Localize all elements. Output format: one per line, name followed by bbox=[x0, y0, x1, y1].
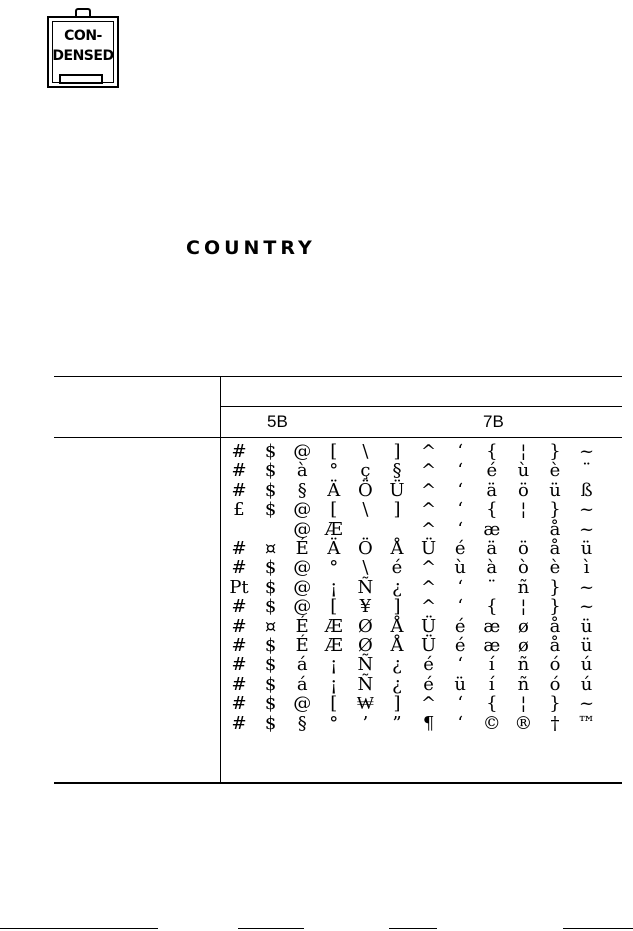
table-row bbox=[228, 539, 628, 559]
table-cell: Æ bbox=[324, 635, 343, 656]
table-cell: Ä bbox=[327, 538, 341, 559]
table-cell: ^ bbox=[421, 596, 437, 618]
table-cell: ¡ bbox=[330, 654, 338, 676]
table-cell: ¡ bbox=[330, 673, 338, 695]
table-cell: ö bbox=[517, 538, 529, 559]
table-cell: ~ bbox=[579, 596, 595, 618]
table-cell: ° bbox=[329, 557, 339, 579]
column-header-5b: 5B bbox=[267, 412, 288, 431]
table-cell: Ö bbox=[358, 479, 373, 501]
table-bottom-rule bbox=[54, 782, 622, 784]
table-cell: ^ bbox=[421, 576, 437, 598]
table-row bbox=[228, 636, 628, 656]
table-row bbox=[228, 714, 628, 734]
table-cell: [ bbox=[330, 596, 338, 618]
table-cell: ú bbox=[580, 673, 593, 695]
table-cell: ¨ bbox=[582, 460, 592, 482]
table-cell: ^ bbox=[421, 693, 437, 715]
table-cell: ’ bbox=[362, 712, 369, 734]
table-cell: ¦ bbox=[520, 499, 527, 521]
table-row bbox=[228, 675, 628, 695]
table-cell: ^ bbox=[421, 499, 437, 521]
table-cell: # bbox=[231, 596, 247, 618]
table-cell: # bbox=[231, 654, 247, 676]
footer-rule bbox=[238, 928, 304, 929]
table-row bbox=[228, 694, 628, 714]
table-cell: ~ bbox=[579, 576, 595, 598]
table-cell: $ bbox=[264, 654, 277, 676]
table-cell: ü bbox=[580, 538, 593, 559]
table-row bbox=[228, 655, 628, 675]
table-row bbox=[228, 442, 628, 462]
table-cell: ¥ bbox=[359, 596, 372, 618]
table-cell: # bbox=[231, 712, 247, 734]
table-cell: $ bbox=[264, 460, 277, 482]
table-cell: [ bbox=[330, 441, 338, 462]
table-cell: ¦ bbox=[520, 693, 527, 715]
table-cell: å bbox=[549, 538, 561, 559]
table-row bbox=[228, 500, 628, 520]
table-cell: $ bbox=[264, 479, 277, 501]
table-cell: ì bbox=[583, 557, 590, 579]
table-row bbox=[228, 520, 628, 540]
table-cell: Ø bbox=[358, 615, 373, 637]
table-cell: ¿ bbox=[392, 576, 402, 598]
table-cell: ¡ bbox=[330, 576, 338, 598]
table-cell: ø bbox=[517, 615, 529, 637]
table-cell: ~ bbox=[579, 441, 595, 462]
table-cell: ‘ bbox=[457, 441, 464, 462]
table-cell: Ñ bbox=[357, 673, 374, 695]
table-cell: Ä bbox=[327, 479, 341, 501]
table-cell: ] bbox=[393, 693, 401, 715]
table-cell: $ bbox=[264, 596, 277, 618]
table-cell: Pt bbox=[229, 576, 249, 598]
table-cell: ò bbox=[517, 557, 529, 579]
table-cell: ‘ bbox=[457, 596, 464, 618]
table-cell: é bbox=[423, 673, 434, 695]
column-header-7b: 7B bbox=[483, 412, 504, 431]
table-cell: $ bbox=[264, 576, 277, 598]
table-cell: ^ bbox=[421, 460, 437, 482]
table-cell: ^ bbox=[421, 441, 437, 462]
table-row bbox=[228, 578, 628, 598]
table-cell: ₩ bbox=[356, 693, 374, 715]
table-cell: [ bbox=[330, 499, 338, 521]
table-cell: † bbox=[550, 712, 560, 734]
table-cell: ü bbox=[549, 479, 561, 501]
table-cell: ® bbox=[514, 712, 533, 734]
table-cell: } bbox=[549, 499, 561, 521]
table-cell: # bbox=[231, 615, 247, 637]
table-cell: Ö bbox=[358, 538, 373, 559]
table-cell: # bbox=[231, 441, 247, 462]
table-cell: Ü bbox=[389, 479, 405, 501]
table-cell: ¤ bbox=[264, 615, 277, 637]
table-cell: æ bbox=[483, 635, 501, 656]
table-cell: ” bbox=[392, 712, 402, 734]
table-cell: É bbox=[295, 538, 309, 559]
table-cell: @ bbox=[293, 518, 312, 540]
table-row bbox=[228, 597, 628, 617]
table-cell: æ bbox=[483, 518, 501, 540]
table-cell: ° bbox=[329, 460, 339, 482]
table-cell: [ bbox=[330, 693, 338, 715]
footer-rule bbox=[389, 928, 437, 929]
table-top-rule bbox=[54, 376, 622, 377]
table-cell: ] bbox=[393, 441, 401, 462]
table-cell: ~ bbox=[579, 499, 595, 521]
table-cell: ¦ bbox=[520, 596, 527, 618]
table-cell: ö bbox=[517, 479, 529, 501]
table-cell: à bbox=[486, 557, 498, 579]
table-cell: á bbox=[296, 654, 308, 676]
table-cell: é bbox=[423, 654, 434, 676]
table-cell: @ bbox=[293, 596, 312, 618]
table-cell: § bbox=[297, 712, 307, 734]
table-cell: é bbox=[454, 635, 466, 656]
table-cell: ‘ bbox=[457, 479, 464, 501]
table-cell: ¦ bbox=[520, 441, 527, 462]
table-cell: å bbox=[549, 518, 561, 540]
table-cell: ^ bbox=[421, 518, 437, 540]
table-cell: § bbox=[392, 460, 402, 482]
table-cell: é bbox=[391, 557, 403, 579]
table-cell: í bbox=[488, 654, 495, 676]
table-cell: @ bbox=[293, 693, 312, 715]
table-cell: ú bbox=[580, 654, 593, 676]
table-cell: Ü bbox=[421, 615, 437, 637]
table-cell: ä bbox=[486, 479, 498, 501]
table-cell: } bbox=[549, 596, 561, 618]
table-cell: \ bbox=[362, 441, 369, 462]
table-row bbox=[228, 461, 628, 481]
table-cell: ° bbox=[329, 712, 339, 734]
table-cell: # bbox=[231, 557, 247, 579]
table-cell: é bbox=[486, 460, 498, 482]
table-cell: $ bbox=[264, 712, 277, 734]
panel-label-line2: DENSED bbox=[52, 48, 114, 64]
table-cell: { bbox=[486, 693, 498, 715]
table-cell: ù bbox=[517, 460, 530, 482]
table-cell: è bbox=[549, 557, 561, 579]
table-cell: ‘ bbox=[457, 518, 464, 540]
table-cell: á bbox=[296, 673, 308, 695]
table-cell: # bbox=[231, 479, 247, 501]
footer-rule bbox=[0, 928, 158, 929]
country-heading: COUNTRY bbox=[186, 237, 316, 259]
table-cell: É bbox=[295, 615, 309, 637]
table-cell: Ø bbox=[358, 635, 373, 656]
table-cell: ‘ bbox=[457, 712, 464, 734]
character-set-table bbox=[54, 376, 622, 782]
condensed-indicator-panel bbox=[47, 8, 119, 88]
table-cell: ] bbox=[393, 596, 401, 618]
table-cell: ~ bbox=[579, 693, 595, 715]
table-cell: Ü bbox=[421, 635, 437, 656]
table-cell: ‘ bbox=[457, 576, 464, 598]
table-cell: © bbox=[482, 712, 501, 734]
table-cell: ^ bbox=[421, 479, 437, 501]
table-cell: Ñ bbox=[357, 654, 374, 676]
table-header-rule bbox=[54, 437, 622, 438]
table-cell: @ bbox=[293, 499, 312, 521]
table-cell: } bbox=[549, 441, 561, 462]
table-cell: { bbox=[486, 441, 498, 462]
table-cell: ø bbox=[517, 635, 529, 656]
table-cell: ‘ bbox=[457, 460, 464, 482]
table-cell: ^ bbox=[421, 557, 437, 579]
table-cell: $ bbox=[264, 693, 277, 715]
table-cell: $ bbox=[264, 499, 277, 521]
table-cell: ü bbox=[580, 615, 593, 637]
table-cell: Å bbox=[390, 635, 404, 656]
table-cell: # bbox=[231, 693, 247, 715]
table-row bbox=[228, 481, 628, 501]
table-cell: ù bbox=[454, 557, 466, 579]
table-cell: ™ bbox=[577, 712, 596, 734]
table-cell: æ bbox=[483, 615, 501, 637]
table-cell: Ñ bbox=[357, 576, 374, 598]
table-cell: é bbox=[454, 615, 466, 637]
table-cell: å bbox=[549, 615, 561, 637]
table-cell: Ü bbox=[421, 538, 437, 559]
table-cell: ó bbox=[549, 654, 561, 676]
table-cell: £ bbox=[233, 499, 245, 521]
table-cell: ñ bbox=[517, 654, 530, 676]
table-cell: } bbox=[549, 693, 561, 715]
table-subheader-rule bbox=[221, 406, 622, 407]
table-cell: ¨ bbox=[487, 576, 497, 598]
table-cell: ¤ bbox=[264, 538, 277, 559]
table-cell: Å bbox=[390, 615, 404, 637]
table-cell: \ bbox=[362, 499, 369, 521]
table-cell: ¿ bbox=[392, 654, 402, 676]
table-cell: à bbox=[296, 460, 308, 482]
table-cell: # bbox=[231, 460, 247, 482]
table-cell: \ bbox=[362, 557, 369, 579]
table-cell: @ bbox=[293, 557, 312, 579]
table-cell: # bbox=[231, 635, 247, 656]
table-cell: ¿ bbox=[392, 673, 402, 695]
table-cell: $ bbox=[264, 557, 277, 579]
table-cell: Æ bbox=[324, 518, 343, 540]
table-cell: ¶ bbox=[422, 712, 435, 734]
table-cell: ] bbox=[393, 499, 401, 521]
table-cell: $ bbox=[264, 673, 277, 695]
panel-frame bbox=[47, 16, 119, 88]
table-cell: ~ bbox=[579, 518, 595, 540]
table-cell: § bbox=[297, 479, 307, 501]
table-cell: Æ bbox=[324, 615, 343, 637]
table-cell: { bbox=[486, 499, 498, 521]
table-column-divider bbox=[220, 376, 221, 784]
table-cell: ñ bbox=[517, 673, 530, 695]
table-cell: } bbox=[549, 576, 561, 598]
table-cell: ç bbox=[360, 460, 371, 482]
table-cell: { bbox=[486, 596, 498, 618]
table-cell: # bbox=[231, 673, 247, 695]
table-cell: ß bbox=[580, 479, 593, 501]
panel-label-line1: CON- bbox=[64, 28, 102, 44]
table-cell: í bbox=[488, 673, 495, 695]
table-cell: å bbox=[549, 635, 561, 656]
table-row bbox=[228, 617, 628, 637]
footer-rule bbox=[563, 928, 633, 929]
table-cell: ü bbox=[454, 673, 466, 695]
table-cell: # bbox=[231, 538, 247, 559]
table-cell: @ bbox=[293, 576, 312, 598]
table-cell: $ bbox=[264, 441, 277, 462]
table-row bbox=[228, 558, 628, 578]
indicator-lamp bbox=[59, 74, 103, 84]
table-cell: ä bbox=[486, 538, 498, 559]
table-cell: ‘ bbox=[457, 499, 464, 521]
table-cell: Å bbox=[390, 538, 404, 559]
table-cell: ó bbox=[549, 673, 561, 695]
table-cell: @ bbox=[293, 441, 312, 462]
table-cell: è bbox=[549, 460, 561, 482]
table-cell: ‘ bbox=[457, 693, 464, 715]
table-cell: ñ bbox=[517, 576, 530, 598]
table-cell: $ bbox=[264, 635, 277, 656]
table-cell: é bbox=[454, 538, 466, 559]
table-cell: ü bbox=[580, 635, 593, 656]
table-cell: É bbox=[295, 635, 309, 656]
table-cell: ‘ bbox=[457, 654, 464, 676]
